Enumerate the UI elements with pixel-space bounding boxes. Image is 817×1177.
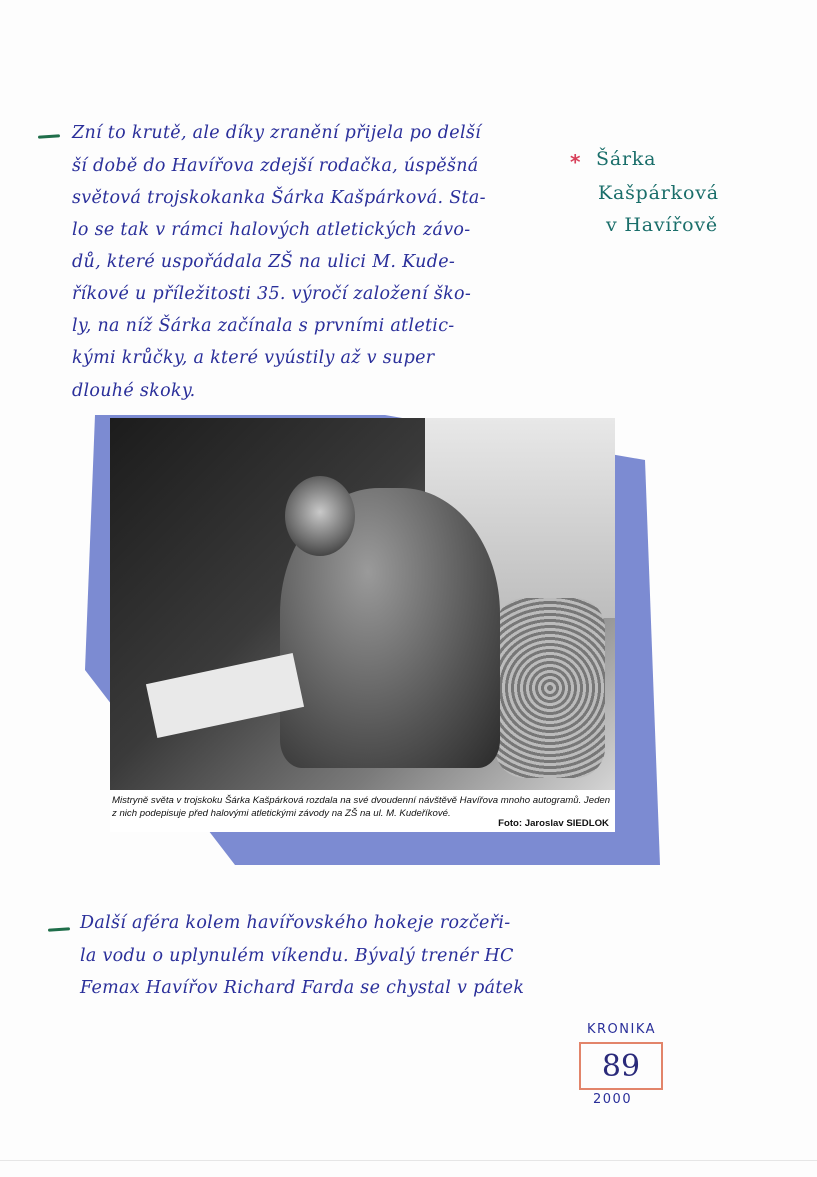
bullet-dash [48,927,70,932]
page-number: 89 [601,1048,641,1084]
photo [110,418,615,790]
page-edge [0,1160,817,1161]
photo-chair [495,598,605,778]
stamp-label: KRONIKA [587,1022,657,1037]
newspaper-clipping [85,410,660,865]
photo-head [285,476,355,556]
paragraph1-line: ší době do Havířova zdejší rodačka, úspěšná [72,156,479,176]
photo-caption [110,790,615,832]
side-note-line: Kašpárková [598,182,719,204]
paragraph1-line: dlouhé skoky. [72,381,196,401]
paragraph1-line: lo se tak v rámci halových atletických závo- [72,220,471,240]
paragraph1-line: Zní to krutě, ale díky zranění přijela po delší [72,123,482,143]
paragraph1-line: dů, které uspořádala ZŠ na ulici M. Kude- [72,252,456,272]
paragraph1-line: říkové u příležitosti 35. výročí založení ško- [72,284,472,304]
asterisk-icon: * [570,150,581,174]
page-number-box [579,1042,663,1090]
photo-credit: Foto: Jaroslav SIEDLOK [498,817,609,829]
side-note-line: v Havířově [606,214,718,236]
paragraph2-line: Femax Havířov Richard Farda se chystal v pátek [80,978,525,998]
paragraph2-line: la vodu o uplynulém víkendu. Bývalý trenér HC [80,946,514,966]
paragraph1-line: ly, na níž Šárka začínala s prvními atletic- [72,316,455,336]
side-note-line: Šárka [596,148,657,170]
caption-text: Mistryně světa v trojskoku Šárka Kašpárková rozdala na své dvoudenní návštěvě Havířova mnoho autogramů. Jeden z nich podepisuje před halovými atletickými závody na ZŠ na ul. M. Kudeříkové. [112,795,611,819]
paragraph2-line: Další aféra kolem havířovského hokeje rozčeři- [80,913,511,933]
paragraph1-line: kými krůčky, a které vyústily až v super [72,348,435,368]
paragraph1-line: světová trojskokanka Šárka Kašpárková. Sta- [72,188,486,208]
kronika-stamp [575,1022,670,1107]
stamp-year: 2000 [593,1092,633,1107]
bullet-dash [38,134,60,139]
